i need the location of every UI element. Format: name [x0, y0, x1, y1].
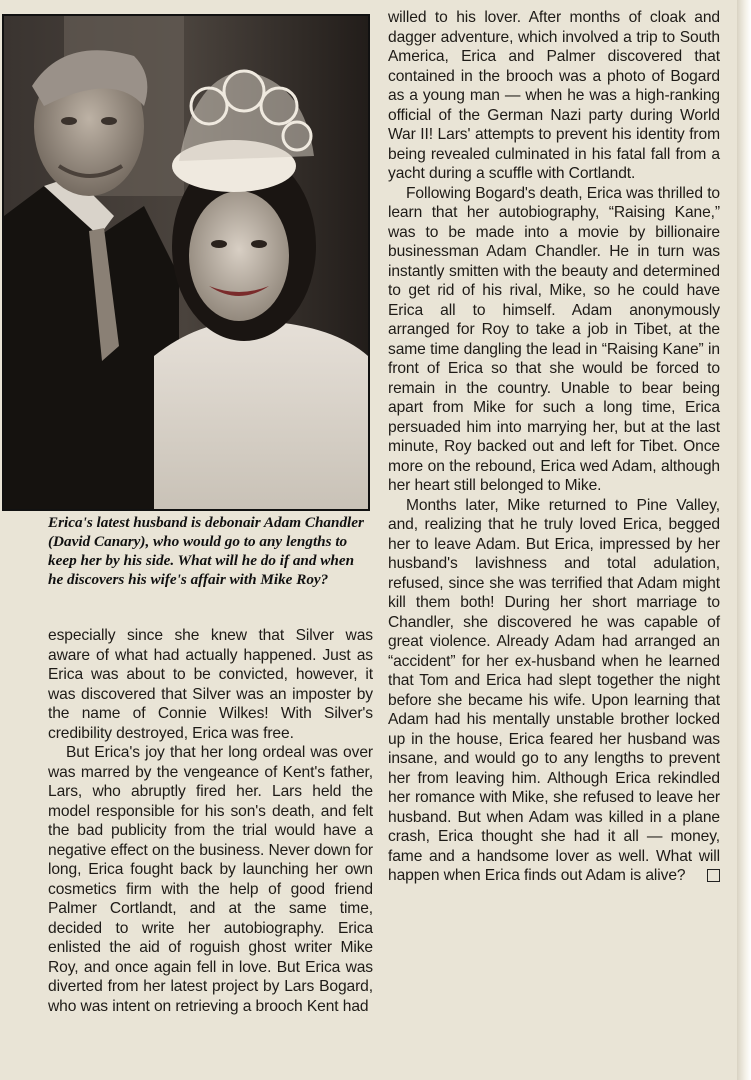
photo-caption: Erica's latest husband is debonair Adam Chandler (David Canary), who would go to any lengths to keep her by his side. What will he do if and when he discovers his wife's affair with Mike Roy?	[48, 514, 364, 588]
article-paragraph: willed to his lover. After months of cloak and dagger adventure, which involved a trip to South America, Erica and Palmer discovered that contained in the brooch was a photo of Bogard as a young man — when he was a high-ranking official of the German Nazi party during World War II! Lars' attempts to prevent his identity from being revealed culminated in his fatal fall from a yacht during a scuffle with Cortlandt.	[388, 9, 720, 182]
end-mark-icon	[707, 869, 720, 882]
photo-couple	[2, 14, 370, 511]
article-paragraph: Months later, Mike returned to Pine Valley, and, realizing that he truly loved Erica, begged her to leave Adam. But Erica, impressed by her husband's lavishness and total adulation, refused, since she was terrified that Adam might kill them both! During her short marriage to Chandler, she discovered he was capable of great violence. Already Adam had arranged an “accident” for her ex-husband when he learned that Tom and Erica had slept together the night before she became his wife. Upon learning that Adam had his mentally unstable brother locked up in the house, Erica feared her husband was insane, and would go to any lengths to prevent her from leaving him. Although Erica rekindled her romance with Mike, she refused to leave her husband. But when Adam was killed in a plane crash, Erica thought she had it all — money, fame and a handsome lover as well. What will happen when Erica finds out Adam is alive?	[388, 496, 720, 884]
article-left-column	[48, 626, 373, 1016]
article-right-column	[388, 8, 720, 886]
article-paragraph: But Erica's joy that her long ordeal was over was marred by the vengeance of Kent's father, Lars, who abruptly fired her. Lars held the model responsible for his son's death, and felt the bad publicity from the trial would have a negative effect on the business. Never down for long, Erica fought back by launching her own cosmetics firm with the help of good friend Palmer Cortlandt, and at the same time, decided to write her autobiography. Erica enlisted the aid of roguish ghost writer Mike Roy, and once again fell in love. But Erica was diverted from her latest project by Lars Bogard, who was intent on retrieving a brooch Kent had	[48, 744, 373, 1015]
article-paragraph: especially since she knew that Silver was aware of what had actually happened. Just as Erica was about to be convicted, however, it was discovered that Silver was an imposter by the name of Connie Wilkes! With Silver's credibility destroyed, Erica was free.	[48, 627, 373, 742]
article-paragraph: Following Bogard's death, Erica was thrilled to learn that her autobiography, “Raising Kane,” was to be made into a movie by billionaire businessman Adam Chandler. He in turn was instantly smitten with the beauty and determined to get rid of his rival, Mike, so he could have Erica all to himself. Adam anonymously arranged for Roy to take a job in Tibet, at the same time dangling the lead in “Raising Kane” in front of Erica so that she would be forced to remain in the country. Unable to bear being apart from Mike for such a long time, Erica persuaded him into marrying her, but at the last minute, Roy backed out and left for Tibet. Once more on the rebound, Erica wed Adam, although her heart still belonged to Mike.	[388, 184, 720, 494]
page-edge	[737, 0, 751, 1080]
